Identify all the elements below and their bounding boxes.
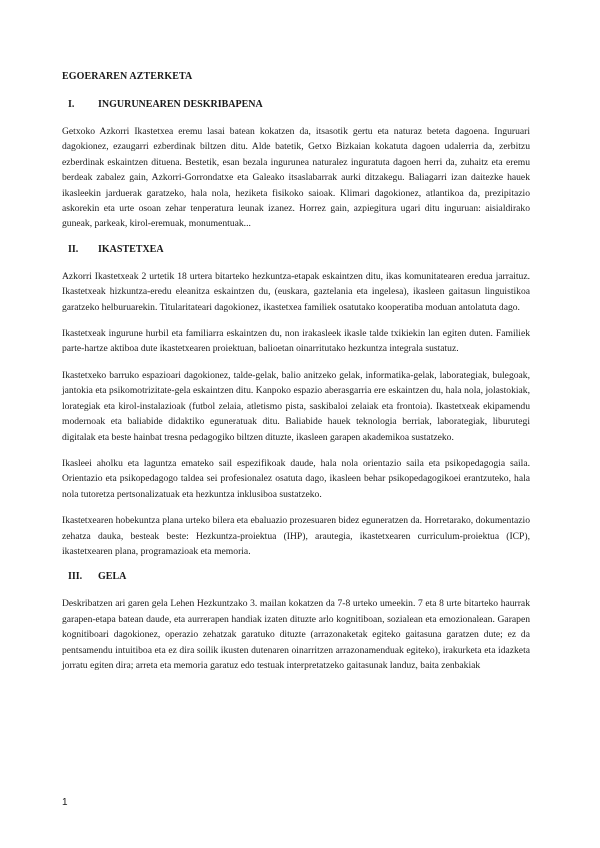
page-number: 1 <box>62 797 68 808</box>
section-title: GELA <box>98 571 127 583</box>
section-number: III. <box>68 571 83 583</box>
section-heading-gela <box>62 570 530 584</box>
paragraph: Ikastetxeko barruko espazioari dagokionez, talde-gelak, balio anitzeko gelak, informatika-gelak, laborategiak, bulegoak, jantokia eta psikomotrizitate-gela eskaintzen ditu. Kanpoko espazio aberasgarria ere eskaintzen du, hala nola, jolastokiak, lorategiak eta kirol-instalazioak (futbol zelaia, atletismo pista, saskibaloi zelaiak eta frontoia). Ikastetxeak ekipamendu modernoak eta baliabide didaktiko eguneratuak ditu. Baliabide hauek teknologia berriak, laborategiak, liburutegi digitalak eta beste hainbat tresna pedagogiko biltzen dituzte, ikasleen garapen akademikoa sustatzeko. <box>62 369 530 443</box>
page-content <box>62 70 530 684</box>
paragraph: Ikastetxearen hobekuntza plana urteko bilera eta ebaluazio prozesuaren bidez eguneratzen da. Horretarako, dokumentazio zehatza dauka, besteak beste: Hezkuntza-proiektua (IHP), arautegia, ikastetxearen curriculum-proiektua (ICP), ikastetxearen plana, programazioak eta memoria. <box>62 515 530 557</box>
paragraph: Ikastetxeak ingurune hurbil eta familiarra eskaintzen du, non irakasleek ikasle talde txikiekin lan egiten duten. Familiek parte-hartze aktiboa dute ikastetxearen proiektuan, balioetan oinarritutako hezkuntza integrala sustatuz. <box>62 328 530 355</box>
section-heading-ikastetxea <box>62 243 530 257</box>
paragraph: Getxoko Azkorri Ikastetxea eremu lasai batean kokatzen da, itsasotik gertu eta naturaz beteta dagoena. Inguruari dagokionez, ezaugarri ezberdinak biltzen ditu. Alde batetik, Getxo Bizkaian kokatuta dagoen udalerria da, zerbitzu ezberdinak eskaintzen dituena. Bestetik, esan bezala ingurunea naturalez inguratuta dagoen herri da, zuhaitz eta eremu berdeak zabalez gain, Azkorri-Gorrondatxe eta Galeako itsaslabarrak aurki ditzakegu. Baliagarri izan daitezke hauek ikasleekin jarduerak garatzeko, hala nola, heziketa fisikoko saioak. Klimari dagokionez, atlantikoa da, prezipitazio askorekin eta urte osoan zehar tenperatura leunak izanez. Horrez gain, azpiegitura ugari ditu inguruan: aisialdirako guneak, parkeak, kirol-eremuak, monumentuak... <box>62 126 530 230</box>
paragraph: Ikasleei aholku eta laguntza emateko sail espezifikoak daude, hala nola orientazio saila eta psikopedagogia saila. Orientazio eta psikopedagogo taldea sei profesionalez osatuta dago, ikasleen behar psikopedagogikoei erantzuteko, hala nola tutoretza pertsonalizatuak eta hezkuntza inklusiboa sustatzeko. <box>62 457 530 500</box>
section-title: INGURUNEAREN DESKRIBAPENA <box>98 99 263 110</box>
section-number: I. <box>68 99 75 110</box>
paragraph: Deskribatzen ari garen gela Lehen Hezkuntzako 3. mailan kokatzen da 7-8 urteko umeekin. 7 eta 8 urte bitarteko haurrak garapen-etapa batean daude, eta aurrerapen handiak izaten dituzte arlo kognitiboan, sozialean eta emozionalean. Garapen kognitiboari dagokionez, operazio zehatzak garatuko dituzte (arrazonaketak egiteko gaitasuna garatzen dute; ez da pentsamendu intuitiboa eta ez dira soilik ikusten dutenaren oinarritzen arrazonamenduak egiteko), irakurketa eta idazketa jorratu egiten dira; arreta eta memoria garatuz edo testuak interpretatzeko gaitasunak landuz, baita zenbakiak <box>62 598 530 671</box>
document-title: EGOERAREN AZTERKETA <box>62 71 193 82</box>
section-heading-inguruneharen-deskribapena <box>62 98 530 112</box>
section-number: II. <box>68 243 79 255</box>
section-title: IKASTETXEA <box>98 243 164 255</box>
paragraph: Azkorri Ikastetxeak 2 urtetik 18 urtera bitarteko hezkuntza-etapak eskaintzen ditu, ikas komunitatearen eredua jarraituz. Ikastetxeak hizkuntza-eredu eleanitza eskaintzen du, (euskara, gaztelania eta ingelesa), ikasleen gaitasun linguistikoa garatzeko helburuarekin. Titularitateari dagokionez, ikastetxea familiek osatutako kooperatiba moduan antolatuta dago. <box>62 270 530 313</box>
